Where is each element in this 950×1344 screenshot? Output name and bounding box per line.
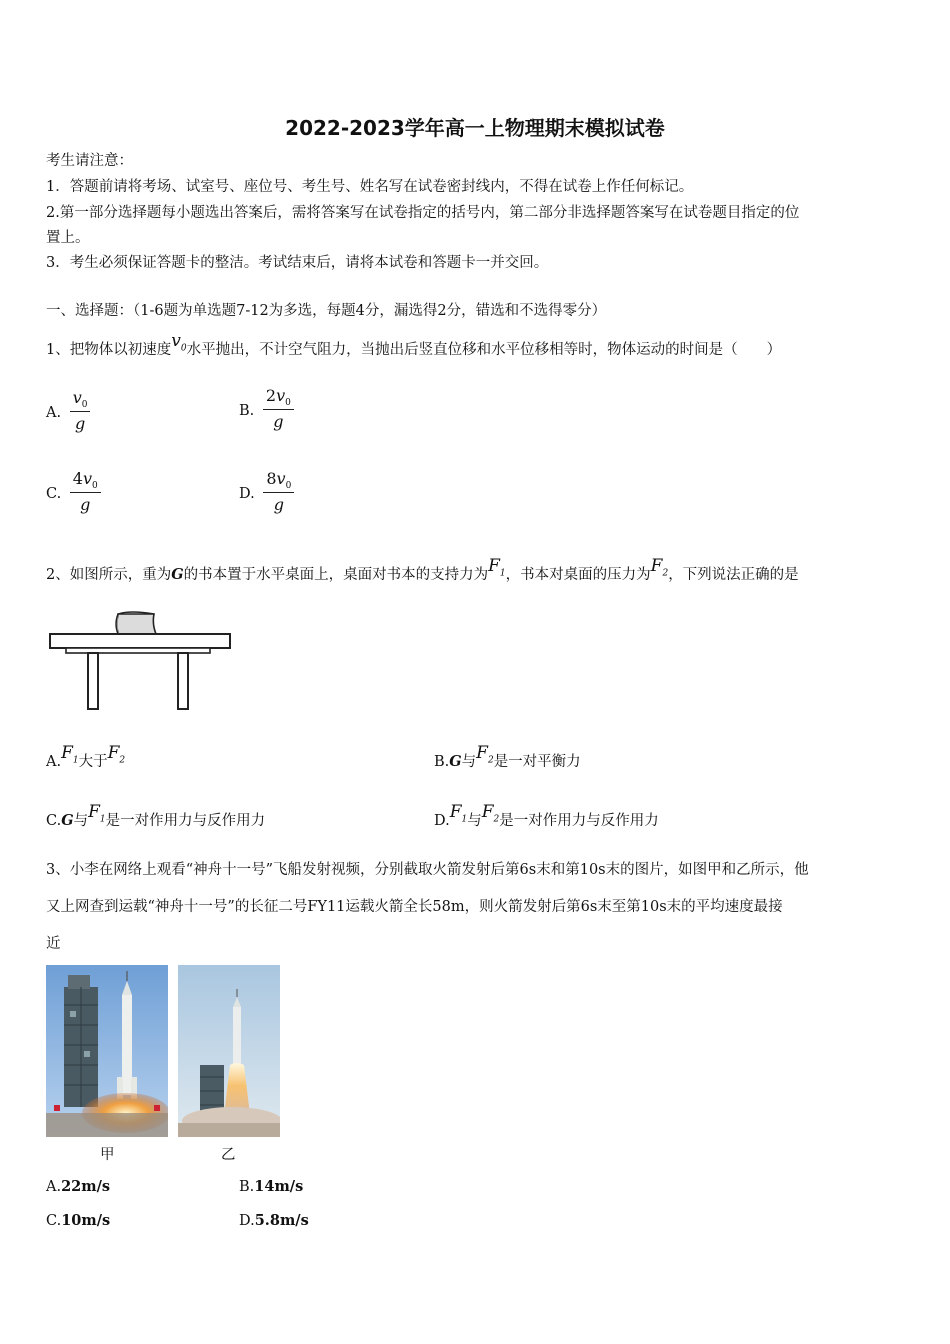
q1-option-d[interactable]: D. $\frac{8v_0}{g}$ xyxy=(239,469,294,514)
caption-jia: 甲 xyxy=(100,1147,115,1163)
notice-line-4: 3．考生必须保证答题卡的整洁。考试结束后，请将本试卷和答题卡一并交回。 xyxy=(46,255,549,271)
rocket-photo-yi xyxy=(178,965,280,1137)
question-3-line-3: 近 xyxy=(46,936,61,952)
q1-option-b[interactable]: B. $\frac{2v_0}{g}$ xyxy=(239,386,294,431)
notice-line-3: 置上。 xyxy=(46,230,90,246)
q3-option-c[interactable]: C.10m/s xyxy=(46,1212,111,1229)
q3-option-a[interactable]: A.22m/s xyxy=(46,1178,111,1195)
notice-line-2: 2.第一部分选择题每小题选出答案后，需将答案写在试卷指定的括号内，第二部分非选择题答案写在试卷题目指定的位 xyxy=(46,205,800,221)
q1-var: $v_0$ xyxy=(171,331,187,354)
question-3-line-1: 3、小李在网络上观看“神舟十一号”飞船发射视频，分别截取火箭发射后第6s末和第10s末的图片，如图甲和乙所示，他 xyxy=(46,862,809,878)
caption-yi: 乙 xyxy=(221,1147,236,1163)
book-on-table-figure xyxy=(48,610,233,714)
q2-option-b[interactable]: B.G与$F_2$是一对平衡力 xyxy=(434,743,581,770)
page-title: 2022-2023学年高一上物理期末模拟试卷 xyxy=(285,116,665,140)
q1-suffix: 水平抛出，不计空气阻力，当抛出后竖直位移和水平位移相等时，物体运动的时间是（ ） xyxy=(186,342,782,358)
question-2-stem: 2、如图所示，重为G的书本置于水平桌面上，桌面对书本的支持力为$F_1$，书本对桌面的压力为$F_2$，下列说法正确的是 xyxy=(46,556,799,583)
q3-option-d[interactable]: D.5.8m/s xyxy=(239,1212,309,1229)
q1-option-a[interactable]: A. $\frac{v_0}{g}$ xyxy=(46,388,90,433)
rocket-photo-jia xyxy=(46,965,168,1137)
q2-option-a[interactable]: $A.F_1$大于$F_2$ xyxy=(46,743,126,770)
q1-prefix: 1、把物体以初速度 xyxy=(46,342,172,358)
notice-heading: 考生请注意： xyxy=(46,153,133,169)
question-3-line-2: 又上网查到运载“神舟十一号”的长征二号FY11运载火箭全长58m，则火箭发射后第6s末至第10s末的平均速度最接 xyxy=(46,899,783,915)
notice-line-1: 1．答题前请将考场、试室号、座位号、考生号、姓名写在试卷密封线内，不得在试卷上作任何标记。 xyxy=(46,179,694,195)
section-heading: 一、选择题：（1-6题为单选题7-12为多选，每题4分，漏选得2分，错选和不选得零分） xyxy=(46,303,607,319)
q3-option-b[interactable]: B.14m/s xyxy=(239,1178,304,1195)
q2-option-d[interactable]: $D.F_1$与$F_2$是一对作用力与反作用力 xyxy=(434,802,659,829)
question-1-stem xyxy=(46,331,782,365)
q1-option-c[interactable]: C. $\frac{4v_0}{g}$ xyxy=(46,469,101,514)
q2-option-c[interactable]: C.G与$F_1$是一对作用力与反作用力 xyxy=(46,802,266,829)
